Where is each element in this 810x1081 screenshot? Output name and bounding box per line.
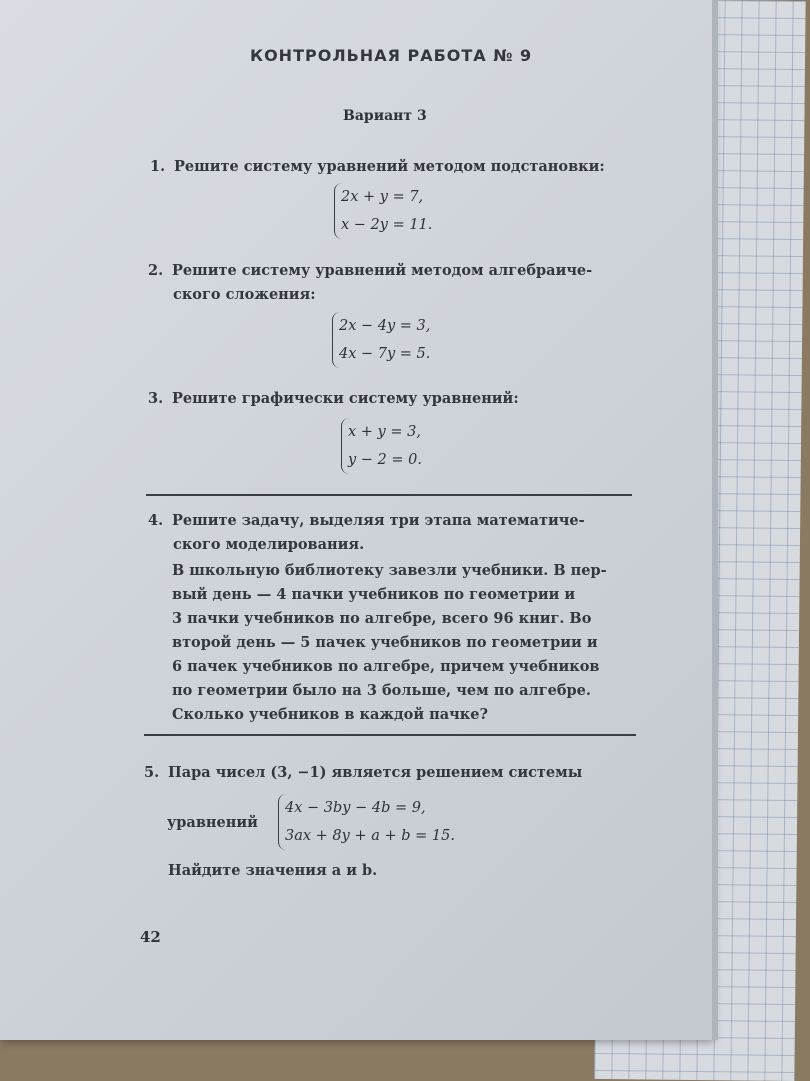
task-4-body-line: Сколько учебников в каждой пачке? bbox=[172, 706, 488, 723]
task-1-text: Решите систему уравнений методом подстановки: bbox=[174, 158, 605, 175]
task-1-heading bbox=[150, 158, 605, 175]
task-2-equation-1: 2x − 4y = 3, bbox=[339, 318, 431, 334]
task-4-body-line: вый день — 4 пачки учебников по геометрии и bbox=[172, 586, 576, 603]
task-3-text: Решите графически систему уравнений: bbox=[172, 390, 519, 407]
task-4-body-line: В школьную библиотеку завезли учебники. В пер- bbox=[172, 562, 607, 579]
page-edge bbox=[712, 0, 718, 1040]
task-1-equation-2: x − 2y = 11. bbox=[341, 217, 433, 233]
task-3-equation-2: y − 2 = 0. bbox=[348, 452, 422, 468]
task-1-system bbox=[334, 183, 432, 239]
task-5-equation-2: 3ax + 8y + a + b = 15. bbox=[285, 828, 455, 844]
divider-line-top bbox=[146, 494, 632, 496]
task-3-heading bbox=[148, 390, 519, 407]
task-4-text-line-2: ского моделирования. bbox=[173, 536, 365, 553]
task-2-text-line-2: ского сложения: bbox=[173, 286, 316, 303]
task-3-number: 3. bbox=[148, 390, 164, 407]
divider-line-bottom bbox=[144, 734, 636, 736]
task-5-heading bbox=[144, 764, 582, 781]
task-5-number: 5. bbox=[144, 764, 160, 781]
task-2-number: 2. bbox=[148, 262, 164, 279]
task-5-equation-1: 4x − 3by − 4b = 9, bbox=[285, 800, 426, 816]
task-2-equation-2: 4x − 7y = 5. bbox=[339, 346, 431, 362]
task-1-number: 1. bbox=[150, 158, 166, 175]
task-5-system-label: уравнений bbox=[167, 814, 258, 831]
task-2-system bbox=[332, 312, 430, 368]
task-3-equation-1: x + y = 3, bbox=[348, 424, 421, 440]
page-number: 42 bbox=[140, 928, 161, 946]
task-4-text-line-1: Решите задачу, выделяя три этапа математиче- bbox=[172, 512, 585, 529]
task-4-heading bbox=[148, 512, 585, 529]
task-3-system bbox=[341, 418, 422, 474]
task-4-body-line: 3 пачки учебников по алгебре, всего 96 книг. Во bbox=[172, 610, 592, 627]
task-4-number: 4. bbox=[148, 512, 164, 529]
task-2-text-line-1: Решите систему уравнений методом алгебраиче- bbox=[172, 262, 593, 279]
task-4-body-line: второй день — 5 пачек учебников по геометрии и bbox=[172, 634, 598, 651]
task-2-heading bbox=[148, 262, 592, 279]
task-4-body-line: 6 пачек учебников по алгебре, причем учебников bbox=[172, 658, 600, 675]
task-5-text: Пара чисел (3, −1) является решением системы bbox=[168, 764, 583, 781]
variant-heading: Вариант 3 bbox=[343, 108, 427, 124]
task-4-body-line: по геометрии было на 3 больше, чем по алгебре. bbox=[172, 682, 591, 699]
task-5-question: Найдите значения a и b. bbox=[168, 862, 378, 879]
task-1-equation-1: 2x + y = 7, bbox=[341, 189, 424, 205]
task-5-system bbox=[278, 794, 455, 850]
page-title: КОНТРОЛЬНАЯ РАБОТА № 9 bbox=[250, 46, 533, 65]
